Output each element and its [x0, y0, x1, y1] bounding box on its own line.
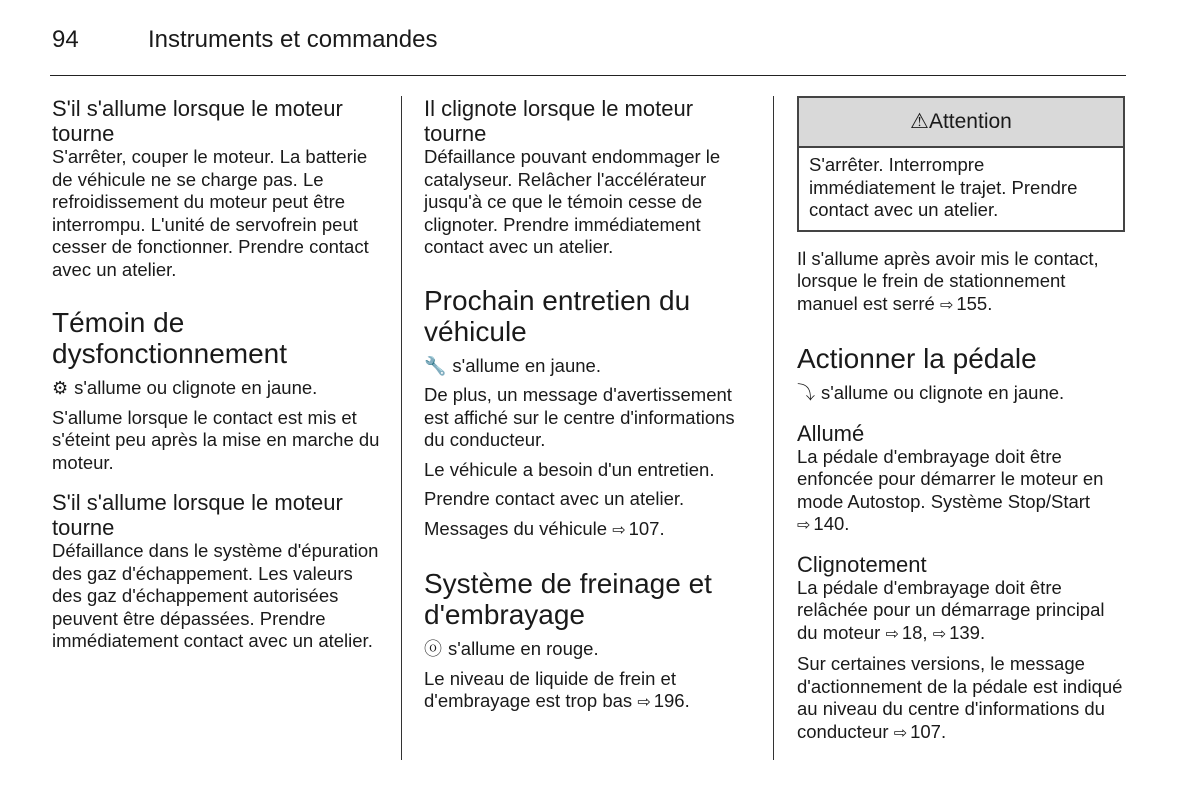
indicator-line: ⤵ s'allume ou clignote en jaune. [797, 382, 1065, 403]
warning-box [797, 96, 1125, 232]
section-heading: Il clignote lorsque le moteur tourne [424, 96, 694, 146]
running-title: Instruments et commandes [148, 26, 438, 53]
warning-body: S'arrêter. Interrompre immédiatement le trajet. Prendre contact avec un atelier. [809, 154, 1078, 220]
paragraph: Le véhicule a besoin d'un entretien. [424, 458, 715, 480]
paragraph: La pédale d'embrayage doit être relâchée pour un démarrage principal du moteur ⇨ 18, ⇨ 139. [797, 577, 1125, 647]
paragraph: La pédale d'embrayage doit être enfoncée pour démarrer le moteur en mode Autostop. Système Stop/Start ⇨ 140. [797, 446, 1125, 538]
section-title: Système de freinage et d'embrayage [424, 568, 712, 630]
paragraph: S'arrêter, couper le moteur. La batterie de véhicule ne se charge pas. Le refroidissement du moteur peut être interrompu. L'unité de servofrein peut cesser de fonctionner. Prendre contact avec un atelier. [52, 146, 369, 280]
paragraph: Sur certaines versions, le message d'actionnement de la pédale est indiqué au niveau du centre d'informations du conducteur ⇨ 107. [797, 653, 1125, 745]
page-reference[interactable]: ⇨ 140. [797, 513, 849, 534]
paragraph: De plus, un message d'avertissement est affiché sur le centre d'informations du conducteur. [424, 384, 735, 450]
section-title: Témoin de dysfonctionnement [52, 307, 288, 369]
page-reference[interactable]: ⇨ 196. [637, 690, 689, 711]
page-number: 94 [52, 26, 79, 53]
warning-header [799, 98, 1123, 148]
indicator-line: ⓞ s'allume en rouge. [424, 638, 599, 659]
section-heading: S'il s'allume lorsque le moteur tourne [52, 490, 343, 540]
section-title: Actionner la pédale [797, 343, 1037, 374]
paragraph: Messages du véhicule ⇨ 107. [424, 518, 754, 543]
column-divider [401, 96, 402, 760]
indicator-line: 🔧 s'allume en jaune. [424, 354, 601, 376]
paragraph: Il s'allume après avoir mis le contact, lorsque le frein de stationnement manuel est serré ⇨ 155. [797, 248, 1125, 318]
warning-triangle-icon: ⚠ [910, 109, 929, 133]
column-2 [424, 96, 754, 722]
column-1 [52, 96, 382, 660]
indicator-line: ⚙ s'allume ou clignote en jaune. [52, 377, 318, 398]
page-reference[interactable]: ⇨ 107. [612, 518, 664, 539]
page-reference[interactable]: ⇨ 18, [885, 622, 927, 643]
page-reference[interactable]: ⇨ 107. [894, 721, 946, 742]
paragraph: Prendre contact avec un atelier. [424, 488, 685, 509]
page-reference[interactable]: ⇨ 155. [940, 293, 992, 314]
paragraph: Défaillance dans le système d'épuration des gaz d'échappement. Les valeurs des gaz d'échappement autorisées peuvent être dépassées. Prendre immédiatement contact avec un atelier. [52, 540, 379, 651]
paragraph: S'allume lorsque le contact est mis et s'éteint peu après la mise en marche du moteur. [52, 406, 380, 473]
header-rule [50, 75, 1126, 76]
section-heading: Allumé [797, 420, 865, 446]
section-heading: Clignotement [797, 551, 927, 577]
column-3 [797, 96, 1125, 752]
page-header [0, 0, 1200, 80]
clutch-pedal-icon: ⤵ [797, 383, 815, 403]
page-reference[interactable]: ⇨ 139. [933, 622, 985, 643]
column-divider [773, 96, 774, 760]
paragraph: Défaillance pouvant endommager le catalyseur. Relâcher l'accélérateur jusqu'à ce que le témoin cesse de clignoter. Prendre immédiatement contact avec un atelier. [424, 146, 721, 257]
section-heading: S'il s'allume lorsque le moteur tourne [52, 96, 343, 146]
paragraph: Le niveau de liquide de frein et d'embrayage est trop bas ⇨ 196. [424, 668, 754, 715]
engine-icon: ⚙ [52, 378, 69, 398]
brake-icon: ⓞ [424, 639, 442, 659]
service-car-icon: 🔧 [424, 355, 447, 376]
warning-title: Attention [928, 109, 1012, 133]
section-title: Prochain entretien du véhicule [424, 284, 691, 347]
